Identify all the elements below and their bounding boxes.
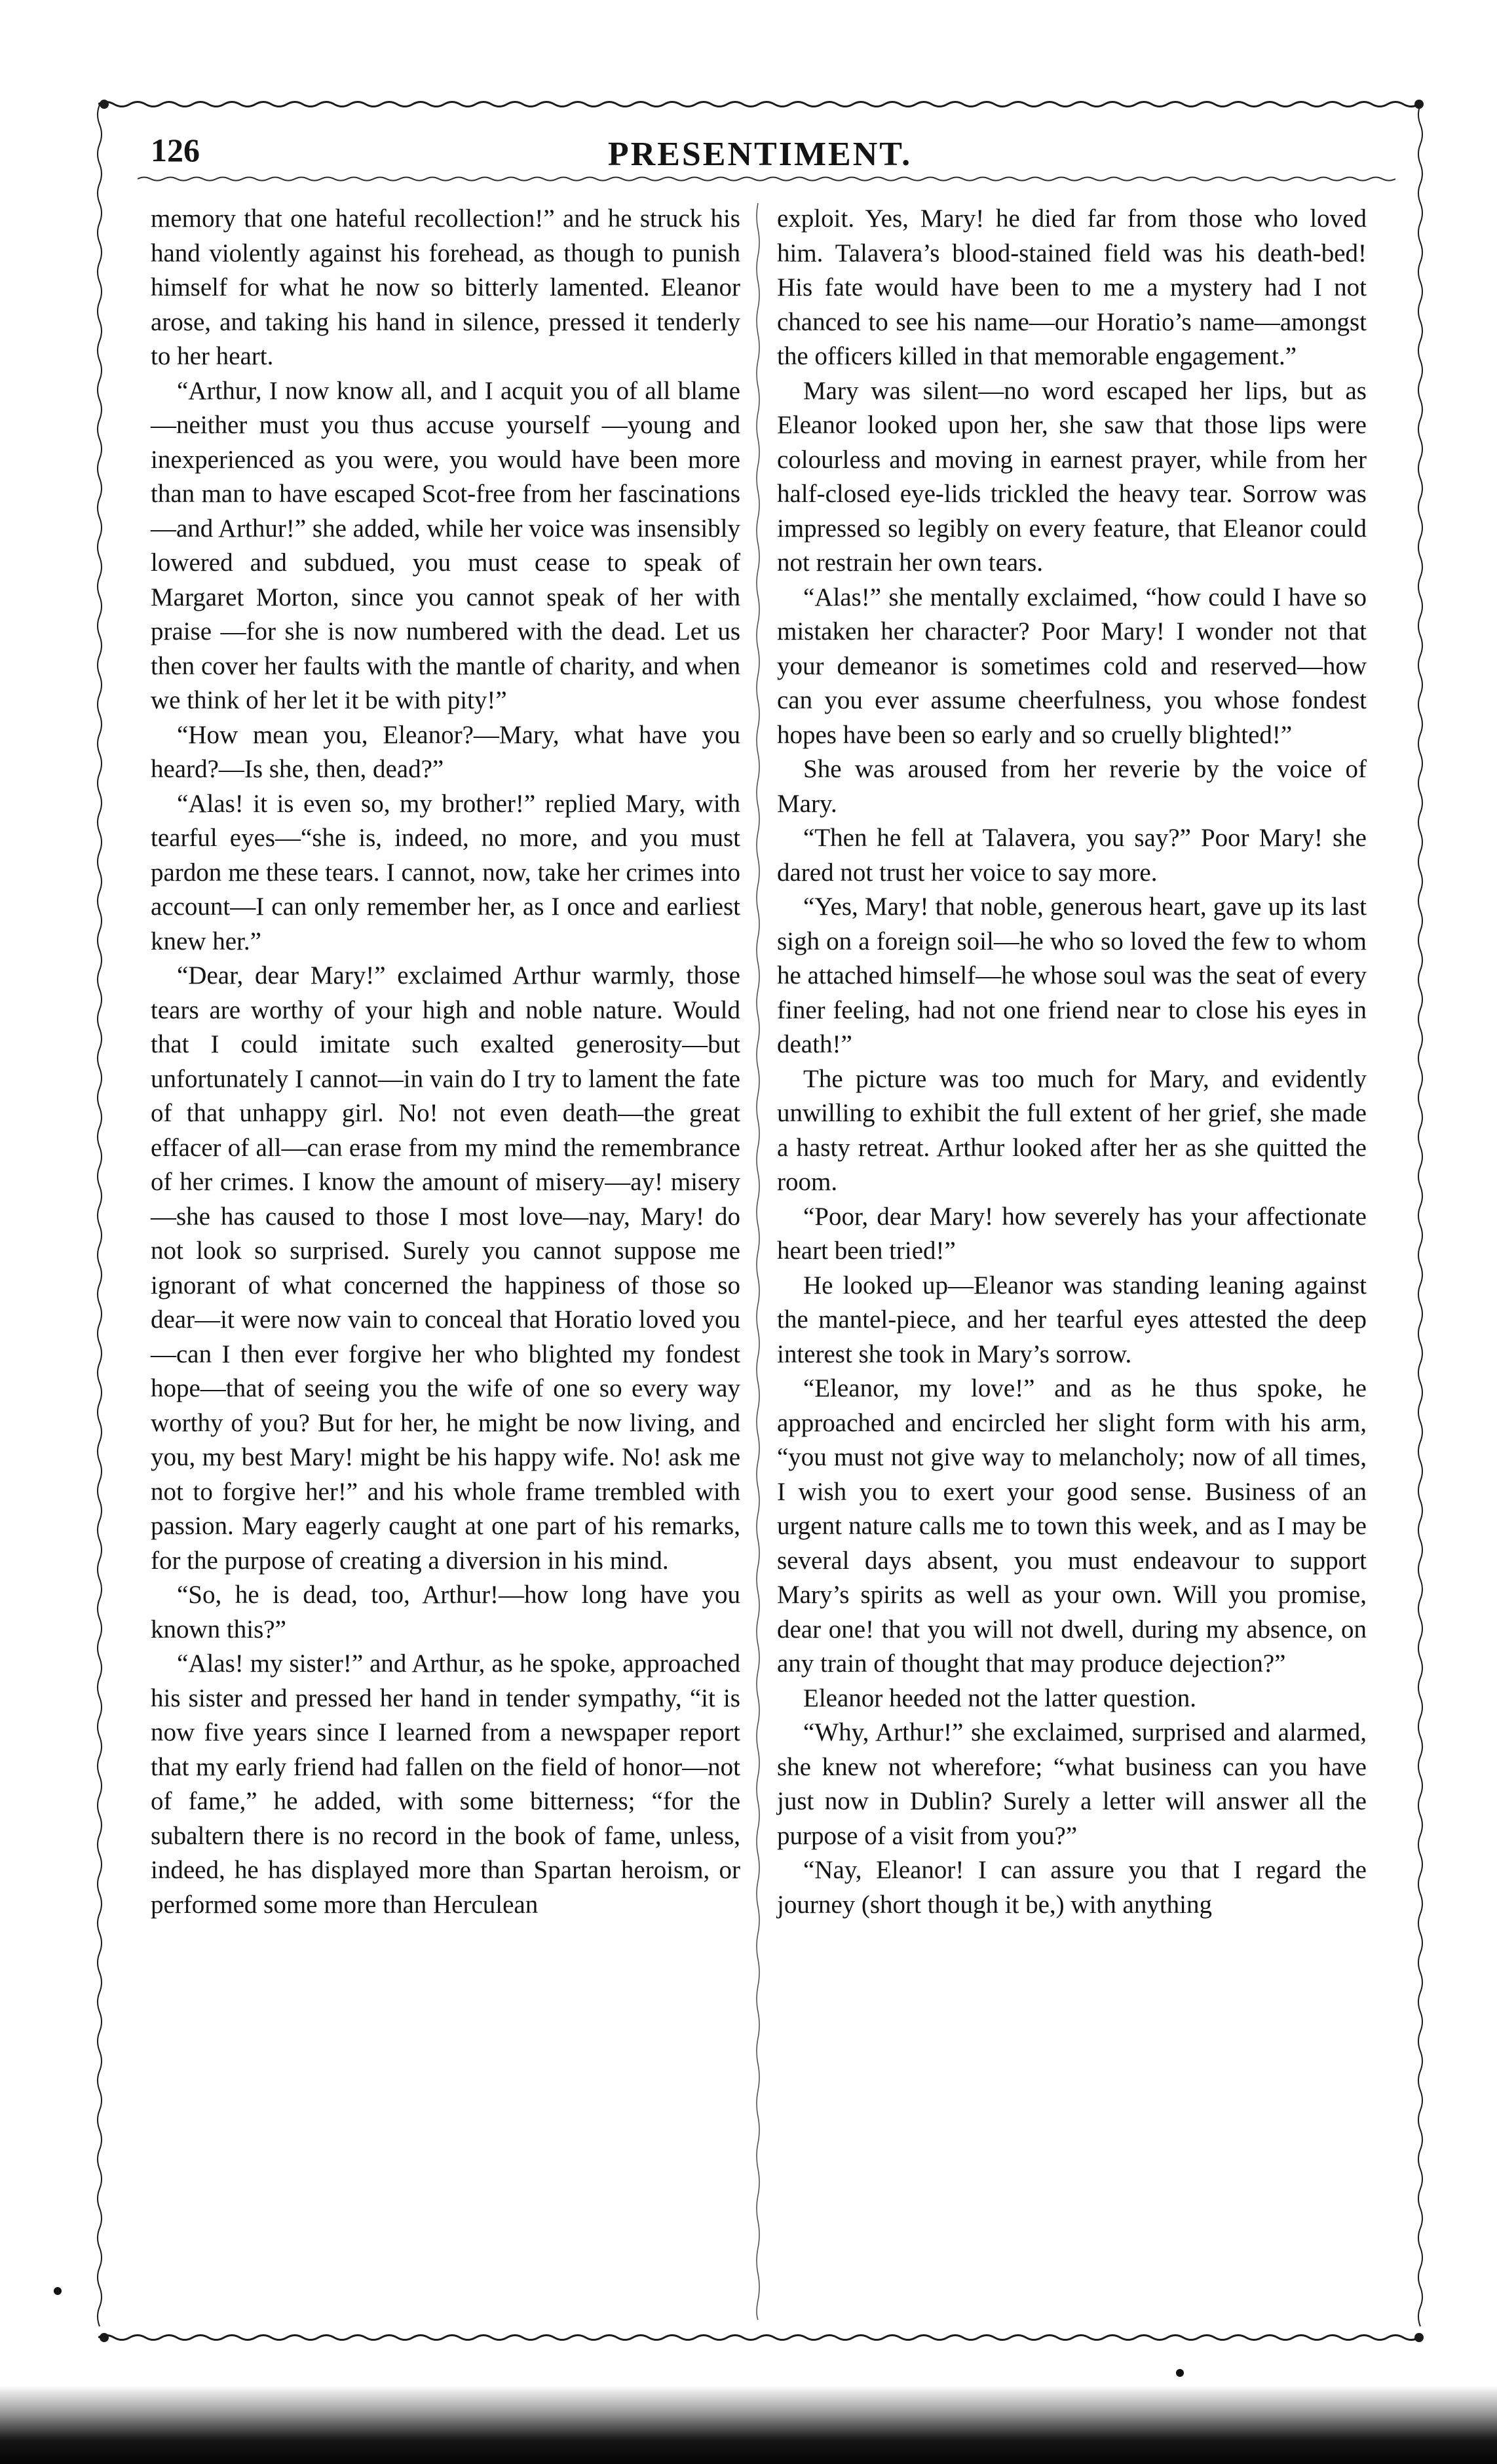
ink-speck	[1176, 2369, 1184, 2377]
bottom-ornamental-rule	[98, 2332, 1425, 2343]
running-title: PRESENTIMENT.	[607, 136, 913, 173]
paragraph: exploit. Yes, Mary! he died far from those who loved him. Talavera’s blood-stained field was his death-bed! His fate would have been to me a mystery had I not chanced to see his name—our Horatio’s name—amongst the officers killed in that memorable engagement.”	[777, 204, 1367, 370]
page-frame	[98, 98, 1425, 2346]
paragraph: “Then he fell at Talavera, you say?” Poor Mary! she dared not trust her voice to say more.	[777, 824, 1367, 887]
paragraph: “Dear, dear Mary!” exclaimed Arthur warmly, those tears are worthy of your high and noble nature. Would that I could imitate such exalted generosity—but unfortunately I cannot—in vain do I try to lament the fate of that unhappy girl. No! not even death—the great effacer of all—can erase from my mind the remembrance of her crimes. I know the amount of misery—ay! misery—she has caused to those I most love—nay, Mary! do not look so surprised. Surely you cannot suppose me ignorant of what concerned the happiness of those so dear—it were now vain to conceal that Horatio loved you—can I then ever forgive her who blighted my fondest hope—that of seeing you the wife of one so every way worthy of you? But for her, he might be now living, and you, my best Mary! might be his happy wife. No! ask me not to forgive her!” and his whole frame trembled with passion. Mary eagerly caught at one part of his remarks, for the purpose of creating a diversion in his mind.	[151, 961, 740, 1575]
paragraph: “Arthur, I now know all, and I acquit you of all blame—neither must you thus accuse yourself —young and inexperienced as you were, you would have been more than man to have escaped Scot-free from her fascinations—and Arthur!” she added, while her voice was insensibly lowered and subdued, you must cease to speak of Margaret Morton, since you cannot speak of her with praise —for she is now numbered with the dead. Let us then cover her faults with the mantle of charity, and when we think of her let it be with pity!”	[151, 376, 741, 714]
paragraph: “Eleanor, my love!” and as he thus spoke, he approached and encircled her slight form with his arm, “you must not give way to melancholy; now of all times, I wish you to exert your good sense. Business of an urgent nature calls me to town this week, and as I may be several days absent, you must endeavour to support Mary’s spirits as well as your own. Will you promise, dear one! that you will not dwell, during my absence, on any train of thought that may produce dejection?”	[777, 1374, 1367, 1678]
column-divider	[753, 203, 763, 2320]
paragraph: memory that one hateful recollection!” and he struck his hand violently against his forehead, as though to punish himself for what he now so bitterly lamented. Eleanor arose, and taking his hand in silence, pressed it tenderly to her heart.	[151, 204, 740, 370]
paragraph: “So, he is dead, too, Arthur!—how long have you known this?”	[151, 1581, 740, 1644]
paragraph: “Alas! it is even so, my brother!” replied Mary, with tearful eyes—“she is, indeed, no more, and you must pardon me these tears. I cannot, now, take her crimes into account—I can only remember her, as I once and earliest knew her.”	[151, 789, 740, 955]
paragraph: “Nay, Eleanor! I can assure you that I regard the journey (short though it be,) with anything	[777, 1856, 1367, 1919]
paragraph: He looked up—Eleanor was standing leaning against the mantel-piece, and her tearful eyes attested the deep interest she took in Mary’s sorrow.	[777, 1271, 1367, 1368]
header-wavy-rule	[138, 176, 1395, 182]
paragraph: Mary was silent—no word escaped her lips, but as Eleanor looked upon her, she saw that those lips were colourless and moving in earnest prayer, while from her half-closed eye-lids trickled the heavy tear. Sorrow was impressed so legibly on every feature, that Eleanor could not restrain her own tears.	[777, 376, 1367, 577]
page-number: 126	[151, 132, 200, 168]
scan-edge-shadow	[0, 2385, 1497, 2464]
paragraph: “Why, Arthur!” she exclaimed, surprised and alarmed, she knew not wherefore; “what business can you have just now in Dublin? Surely a letter will answer all the purpose of a visit from you?”	[777, 1718, 1367, 1850]
paragraph: She was aroused from her reverie by the voice of Mary.	[777, 755, 1367, 818]
page-header	[118, 118, 1402, 177]
paragraph: “Poor, dear Mary! how severely has your affectionate heart been tried!”	[777, 1202, 1367, 1265]
left-column	[151, 202, 740, 1922]
top-ornamental-rule	[98, 98, 1425, 110]
paragraph: Eleanor heeded not the latter question.	[803, 1684, 1196, 1712]
paragraph: “How mean you, Eleanor?—Mary, what have you heard?—Is she, then, dead?”	[151, 720, 740, 783]
paragraph: “Alas! my sister!” and Arthur, as he spoke, approached his sister and pressed her hand in tender sympathy, “it is now five years since I learned from a newspaper report that my early friend had fallen on the field of honor—not of fame,” he added, with some bitterness; “for the subaltern there is no record in the book of fame, unless, indeed, he has displayed more than Spartan heroism, or performed some more than Herculean	[151, 1649, 740, 1919]
paragraph: “Yes, Mary! that noble, generous heart, gave up its last sigh on a foreign soil—he who so loved the few to whom he attached himself—he whose soul was the seat of every finer feeling, had not one friend near to close his eyes in death!”	[777, 893, 1367, 1058]
paragraph: The picture was too much for Mary, and evidently unwilling to exhibit the full extent of her grief, she made a hasty retreat. Arthur looked after her as she quitted the room.	[777, 1064, 1367, 1196]
right-ornamental-rule	[1414, 105, 1427, 2333]
left-ornamental-rule	[93, 105, 106, 2333]
right-column	[777, 202, 1367, 1922]
paragraph: “Alas!” she mentally exclaimed, “how could I have so mistaken her character? Poor Mary! I wonder not that your demeanor is sometimes cold and reserved—how can you ever assume cheerfulness, you whose fondest hopes have been so early and so cruelly blighted!”	[777, 583, 1367, 749]
ink-speck	[54, 2287, 62, 2295]
